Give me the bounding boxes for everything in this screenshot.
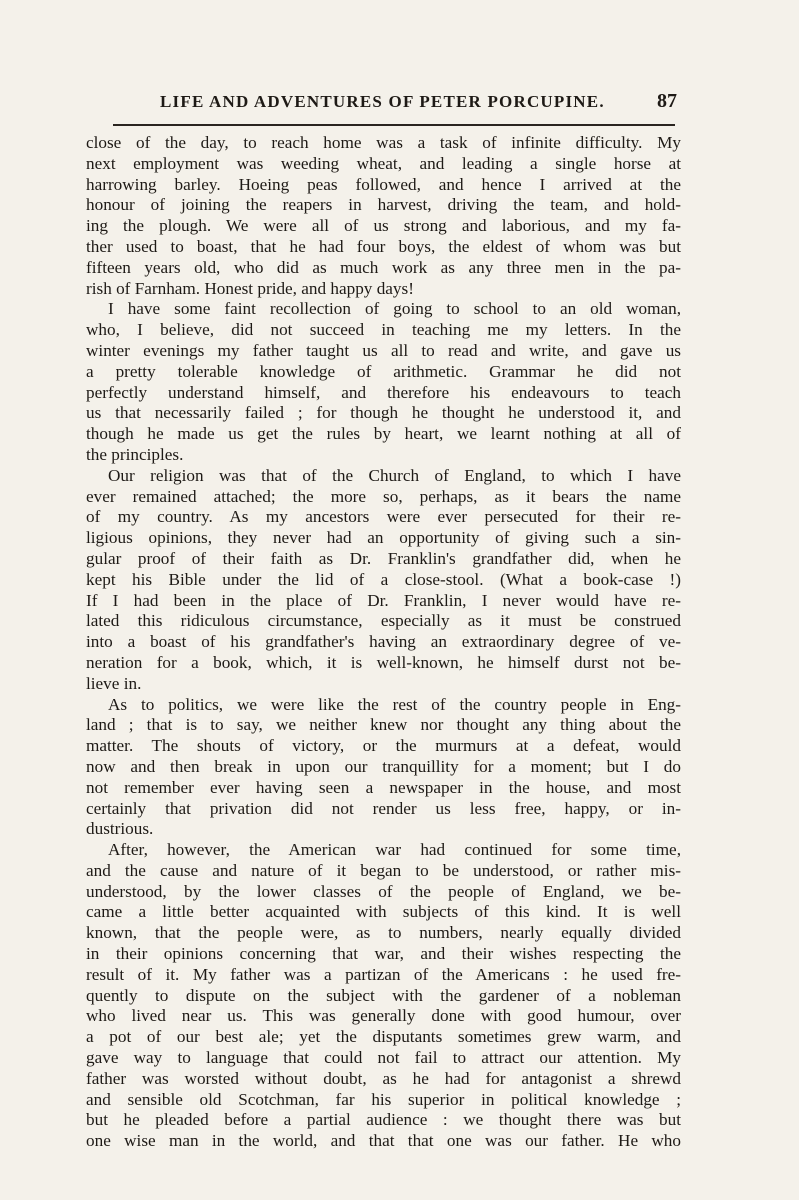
text-line: who, I believe, did not succeed in teaching me my letters. In the bbox=[86, 320, 681, 340]
paragraph bbox=[86, 695, 681, 841]
paragraph bbox=[86, 299, 681, 465]
text-line: though he made us get the rules by heart, we learnt nothing at all of bbox=[86, 424, 681, 444]
text-line: neration for a book, which, it is well-known, he himself durst not be- bbox=[86, 652, 681, 672]
text-line: rish of Farnham. Honest pride, and happy days! bbox=[86, 278, 414, 298]
page-header bbox=[160, 90, 677, 120]
text-line: us that necessarily failed ; for though he thought he understood it, and bbox=[86, 403, 681, 423]
header-rule bbox=[113, 124, 675, 126]
text-line: result of it. My father was a partizan of the Americans : he used fre- bbox=[86, 964, 681, 984]
text-line: father was worsted without doubt, as he had for antagonist a shrewd bbox=[86, 1068, 681, 1088]
text-line: now and then break in upon our tranquillity for a moment; but I do bbox=[86, 756, 681, 776]
text-line: and sensible old Scotchman, far his superior in political knowledge ; bbox=[86, 1089, 681, 1109]
text-line: known, that the people were, as to numbers, nearly equally divided bbox=[86, 923, 681, 943]
text-line: I have some faint recollection of going to school to an old woman, bbox=[108, 299, 681, 319]
text-line: ligious opinions, they never had an opportunity of giving such a sin- bbox=[86, 528, 681, 548]
running-title: LIFE AND ADVENTURES OF PETER PORCUPINE. bbox=[160, 92, 605, 111]
text-line: Our religion was that of the Church of England, to which I have bbox=[108, 465, 681, 485]
text-line: close of the day, to reach home was a task of infinite difficulty. My bbox=[86, 133, 681, 152]
text-line: kept his Bible under the lid of a close-stool. (What a book-case !) bbox=[86, 569, 681, 589]
page-number: 87 bbox=[657, 90, 677, 112]
paragraph bbox=[86, 840, 681, 1152]
text-line: harrowing barley. Hoeing peas followed, and hence I arrived at the bbox=[86, 174, 681, 194]
text-line: came a little better acquainted with subjects of this kind. It is well bbox=[86, 902, 681, 922]
text-line: ing the plough. We were all of us strong and laborious, and my fa- bbox=[86, 216, 681, 236]
text-line: next employment was weeding wheat, and leading a single horse at bbox=[86, 153, 681, 173]
body-text bbox=[86, 133, 681, 1152]
text-line: dustrious. bbox=[86, 819, 154, 839]
text-line: lieve in. bbox=[86, 673, 142, 693]
text-line: After, however, the American war had continued for some time, bbox=[108, 840, 681, 860]
text-line: honour of joining the reapers in harvest, driving the team, and hold- bbox=[86, 195, 681, 215]
text-line: land ; that is to say, we neither knew nor thought any thing about the bbox=[86, 715, 681, 735]
text-line: a pretty tolerable knowledge of arithmetic. Grammar he did not bbox=[86, 361, 681, 381]
text-line: ever remained attached; the more so, perhaps, as it bears the name bbox=[86, 486, 681, 506]
text-line: As to politics, we were like the rest of the country people in Eng- bbox=[108, 694, 681, 714]
text-line: If I had been in the place of Dr. Franklin, I never would have re- bbox=[86, 590, 681, 610]
text-line: into a boast of his grandfather's having an extraordinary degree of ve- bbox=[86, 632, 681, 652]
paragraph bbox=[86, 466, 681, 695]
text-line: a pot of our best ale; yet the disputants sometimes grew warm, and bbox=[86, 1027, 681, 1047]
text-line: gular proof of their faith as Dr. Franklin's grandfather did, when he bbox=[86, 548, 681, 568]
text-line: of my country. As my ancestors were ever persecuted for their re- bbox=[86, 507, 681, 527]
text-line: who lived near us. This was generally done with good humour, over bbox=[86, 1006, 681, 1026]
text-line: lated this ridiculous circumstance, especially as it must be construed bbox=[86, 611, 681, 631]
paragraph bbox=[86, 133, 681, 299]
text-line: gave way to language that could not fail to attract our attention. My bbox=[86, 1048, 681, 1068]
text-line: fifteen years old, who did as much work as any three men in the pa- bbox=[86, 257, 681, 277]
text-line: ther used to boast, that he had four boys, the eldest of whom was but bbox=[86, 236, 681, 256]
text-line: but he pleaded before a partial audience : we thought there was but bbox=[86, 1110, 681, 1130]
text-line: not remember ever having seen a newspaper in the house, and most bbox=[86, 777, 681, 797]
text-line: the principles. bbox=[86, 444, 184, 464]
text-line: in their opinions concerning that war, and their wishes respecting the bbox=[86, 944, 681, 964]
text-line: and the cause and nature of it began to be understood, or rather mis- bbox=[86, 860, 681, 880]
text-line: matter. The shouts of victory, or the murmurs at a defeat, would bbox=[86, 736, 681, 756]
text-line: understood, by the lower classes of the people of England, we be- bbox=[86, 881, 681, 901]
text-line: one wise man in the world, and that that one was our father. He who bbox=[86, 1131, 681, 1151]
text-line: certainly that privation did not render us less free, happy, or in- bbox=[86, 798, 681, 818]
text-line: winter evenings my father taught us all to read and write, and gave us bbox=[86, 340, 681, 360]
text-line: perfectly understand himself, and therefore his endeavours to teach bbox=[86, 382, 681, 402]
text-line: quently to dispute on the subject with the gardener of a nobleman bbox=[86, 985, 681, 1005]
